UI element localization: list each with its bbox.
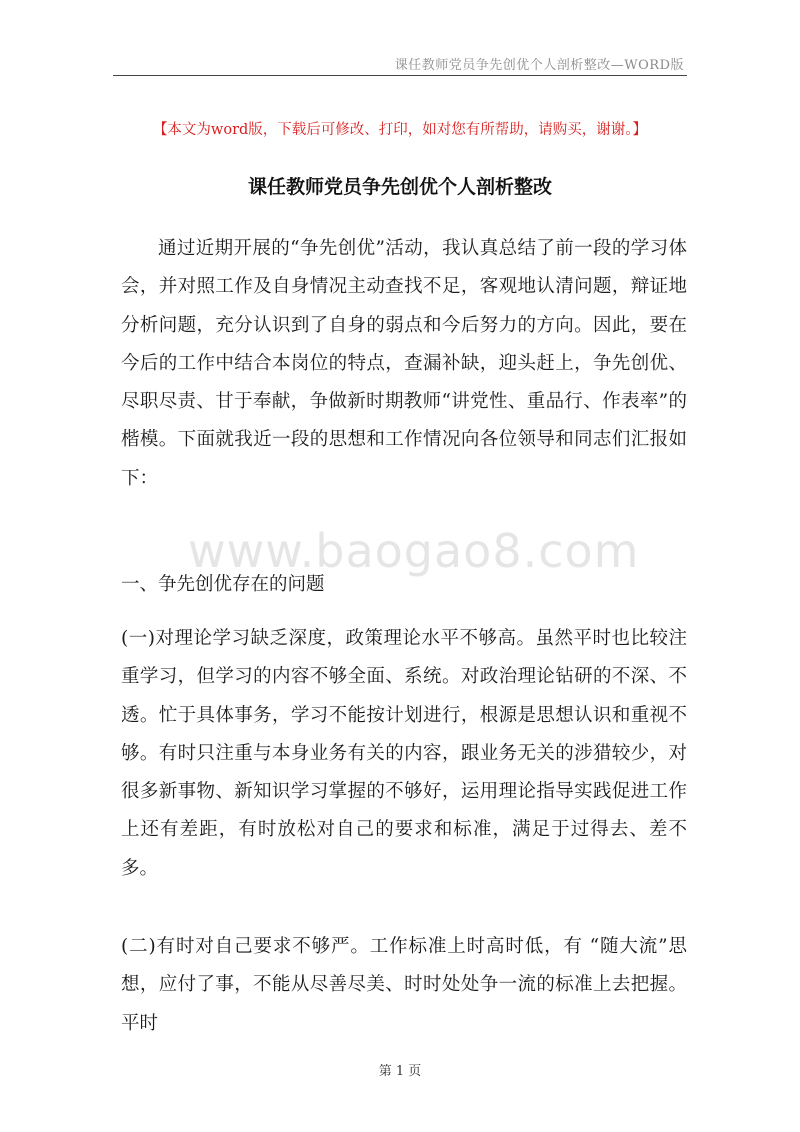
document-title: 课任教师党员争先创优个人剖析整改	[247, 176, 552, 198]
section-heading: 一、争先创优存在的问题	[121, 574, 325, 595]
problem-item-1: (一)对理论学习缺乏深度，政策理论水平不够高。虽然平时也比较注重学习，但学习的内容不够全面、系统。对政治理论钻研的不深、不透。忙于具体事务，学习不能按计划进行，根源是思想认识和重视不够。有时只注重与本身业务有关的内容，跟业务无关的涉猎较少，对很多新事物、新知识学习掌握的不够好，运用理论指导实践促进工作上还有差距，有时放松对自己的要求和标准，满足于过得去、差不多。	[121, 628, 687, 879]
purchase-notice: 【本文为word版，下载后可修改、打印，如对您有所帮助，请购买，谢谢。】	[152, 122, 648, 138]
page-number: 第 1 页	[378, 1064, 422, 1079]
running-header: 课任教师党员争先创优个人剖析整改—WORD版	[394, 58, 684, 73]
header-rule	[113, 75, 687, 76]
intro-paragraph: 通过近期开展的“争先创优”活动，我认真总结了前一段的学习体会，并对照工作及自身情况主动查找不足，客观地认清问题，辩证地分析问题，充分认识到了自身的弱点和今后努力的方向。因此，要在今后的工作中结合本岗位的特点，查漏补缺，迎头赶上，争先创优、尽职尽责、甘于奉献，争做新时期教师“讲党性、重品行、作表率”的楷模。下面就我近一段的思想和工作情况向各位领导和同志们汇报如下：	[121, 238, 687, 489]
watermark: www.baogao8.com	[188, 524, 640, 578]
problem-item-2: (二)有时对自己要求不够严。工作标准上时高时低，有 “随大流”思想，应付了事，不能从尽善尽美、时时处处争一流的标准上去把握。平时	[121, 936, 687, 1034]
